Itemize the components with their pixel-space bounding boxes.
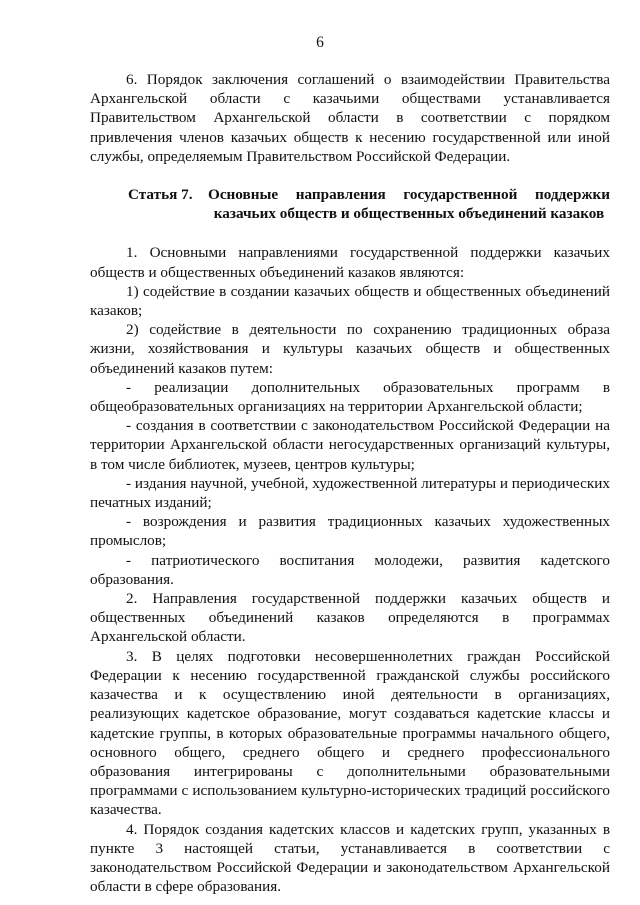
paragraph-item: 1. Основными направлениями государственной поддержки казачьих обществ и общественных объединений казаков являются: bbox=[90, 244, 610, 281]
paragraph-item: - реализации дополнительных образовательных программ в общеобразовательных организациях на территории Архангельской области; bbox=[90, 378, 610, 416]
paragraph-item: 2. Направления государственной поддержки казачьих обществ и общественных объединений казаков определяются в программах Архангельской области. bbox=[90, 590, 610, 646]
paragraph-item: - издания научной, учебной, художественной литературы и периодических печатных изданий; bbox=[90, 474, 610, 512]
paragraph-6: 6. Порядок заключения соглашений о взаимодействии Правительства Архангельской области с казачьими обществами устанавливается Правительством Архангельской области в соответствии с порядком привлечения членов казачьих обществ к несению государственной или иной службы, определяемым Правительством Российской Федерации. bbox=[90, 71, 610, 165]
paragraph-item: - возрождения и развития традиционных казачьих художественных промыслов; bbox=[90, 513, 610, 550]
paragraph-item: - патриотического воспитания молодежи, развития кадетского образования. bbox=[90, 551, 610, 588]
paragraph-item: 2) содействие в деятельности по сохранению традиционных образа жизни, хозяйствования и культуры казачьих обществ и общественных объединений казаков путем: bbox=[90, 321, 610, 377]
paragraph-item: 3. В целях подготовки несовершеннолетних граждан Российской Федерации к несению государственной гражданской службы российского казачества и к осуществлению иной деятельности в организациях, реализующих кадетское образование, могут создаваться кадетские классы и кадетские группы, в которых образовательные программы начального общего, основного общего, среднего общего и среднего профессионального образования интегрированы с дополнительными образовательными программами с использованием культурно-исторических традиций российского казачества. bbox=[90, 647, 610, 819]
document-body bbox=[90, 70, 610, 896]
paragraph-item: 4. Порядок создания кадетских классов и кадетских групп, указанных в пункте 3 настоящей статьи, устанавливается в соответствии с законодательством Российской Федерации и законодательством Архангельской области в сфере образования. bbox=[90, 820, 610, 896]
paragraph-item: 1) содействие в создании казачьих обществ и общественных объединений казаков; bbox=[90, 282, 610, 320]
article-number: Статья 7. bbox=[128, 186, 193, 204]
page-number: 6 bbox=[316, 34, 324, 51]
paragraph-item: - создания в соответствии с законодательством Российской Федерации на территории Архангельской области негосударственных организаций культуры, в том числе библиотек, музеев, центров культуры; bbox=[90, 417, 610, 473]
article-heading bbox=[90, 185, 610, 223]
article-title: Основные направления государственной поддержки казачьих обществ и общественных объединений казаков bbox=[208, 186, 610, 223]
